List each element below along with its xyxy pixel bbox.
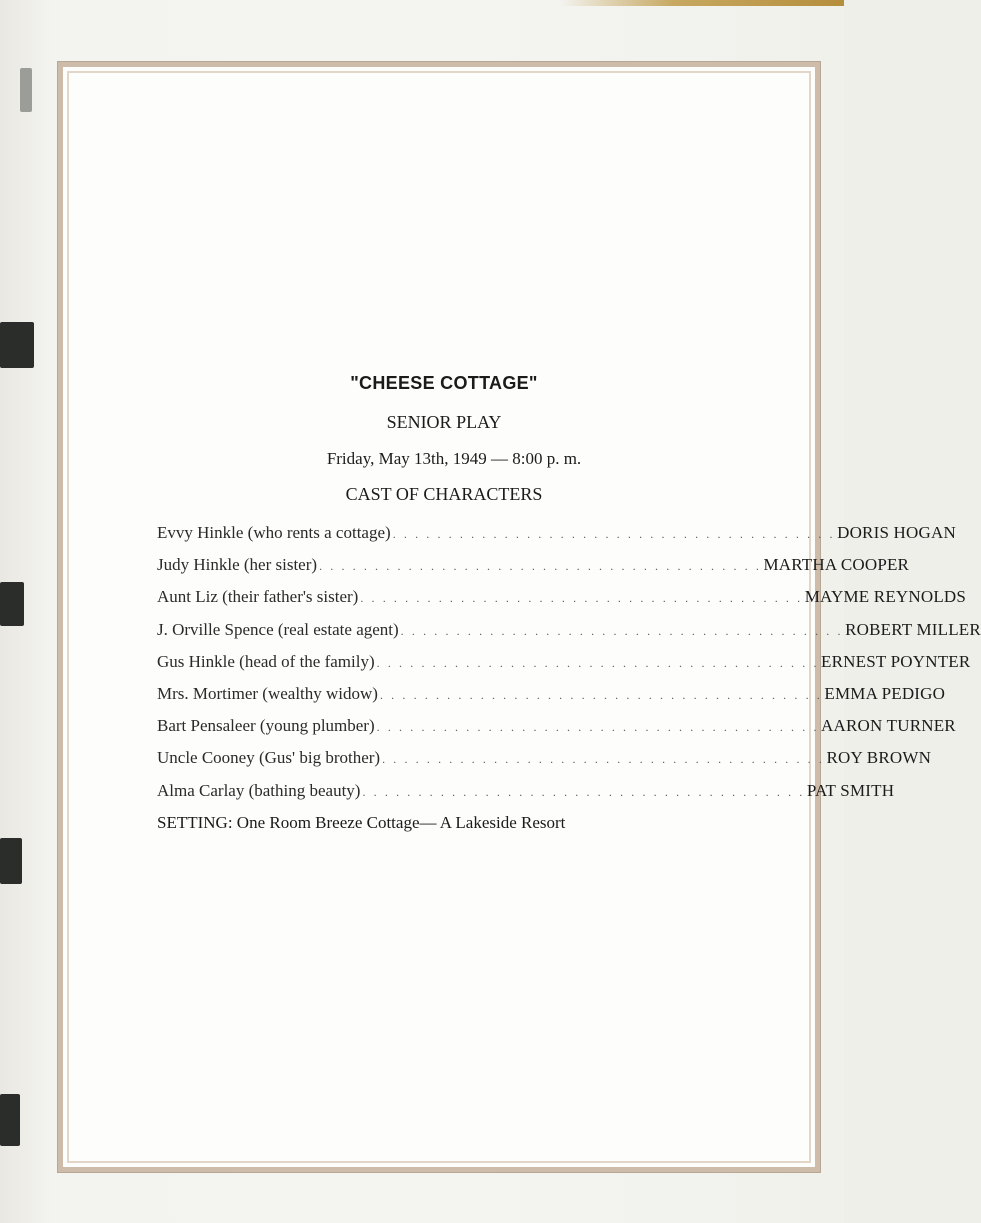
binder-clip [0,582,24,626]
setting-line: SETTING: One Room Breeze Cottage— A Lakeside Resort [157,812,566,832]
character-role: Uncle Cooney (Gus' big brother) [157,748,381,768]
performance-date: Friday, May 13th, 1949 — 8:00 p. m. [326,449,582,468]
character-role: Gus Hinkle (head of the family) [157,651,375,671]
cast-row [157,549,910,581]
actor-name: PAT SMITH [806,780,895,800]
leader-dots: . . . . . . . . . . . . . . . . . . . . . . . . . . . . . . . . . . . . . . . . [319,559,762,574]
leader-dots: . . . . . . . . . . . . . . . . . . . . . . . . . . . . . . . . . . . . . . . . [360,591,803,606]
cast-row [157,678,946,710]
cast-heading: CAST OF CHARACTERS [345,484,543,504]
leader-dots: . . . . . . . . . . . . . . . . . . . . . . . . . . . . . . . . . . . . . . . . [400,623,844,638]
character-role: Bart Pensaleer (young plumber) [157,716,375,736]
cast-row [157,517,956,549]
cast-row [157,710,956,742]
cast-row [157,646,971,678]
character-role: Mrs. Mortimer (wealthy widow) [157,683,378,703]
actor-name: MARTHA COOPER [763,555,910,575]
leader-dots: . . . . . . . . . . . . . . . . . . . . . . . . . . . . . . . . . . . . . . . . [376,720,820,735]
leader-dots: . . . . . . . . . . . . . . . . . . . . . . . . . . . . . . . . . . . . . . . . [392,527,836,541]
cast-row [157,581,967,613]
actor-name: ERNEST POYNTER [821,651,971,671]
character-role: Judy Hinkle (her sister) [157,555,318,575]
leader-dots: . . . . . . . . . . . . . . . . . . . . . . . . . . . . . . . . . . . . . . . . [376,655,820,670]
binder-clip [0,322,34,368]
cast-row [157,742,932,774]
play-title: "CHEESE COTTAGE" [350,373,538,393]
actor-name: ROBERT MILLER [845,619,981,639]
binding-edge [560,0,844,6]
character-role: Evvy Hinkle (who rents a cottage) [157,523,391,542]
actor-name: MAYME REYNOLDS [804,587,967,607]
leader-dots: . . . . . . . . . . . . . . . . . . . . . . . . . . . . . . . . . . . . . . . . [362,784,805,799]
character-role: J. Orville Spence (real estate agent) [157,619,399,639]
cast-row [157,775,895,807]
binder-clip [0,838,22,884]
cast-list [157,517,981,807]
character-role: Alma Carlay (bathing beauty) [157,780,361,800]
actor-name: DORIS HOGAN [837,523,956,542]
actor-name: EMMA PEDIGO [824,683,946,703]
leader-dots: . . . . . . . . . . . . . . . . . . . . . . . . . . . . . . . . . . . . . . . . [379,687,823,702]
character-role: Aunt Liz (their father's sister) [157,587,359,607]
binder-clip [20,68,32,112]
actor-name: ROY BROWN [826,748,932,768]
cast-row [157,614,981,646]
program-content [150,373,981,839]
actor-name: AARON TURNER [821,716,956,736]
binder-clip [0,1094,20,1146]
leader-dots: . . . . . . . . . . . . . . . . . . . . . . . . . . . . . . . . . . . . . . . . [382,752,825,767]
play-subtitle: SENIOR PLAY [386,412,502,432]
